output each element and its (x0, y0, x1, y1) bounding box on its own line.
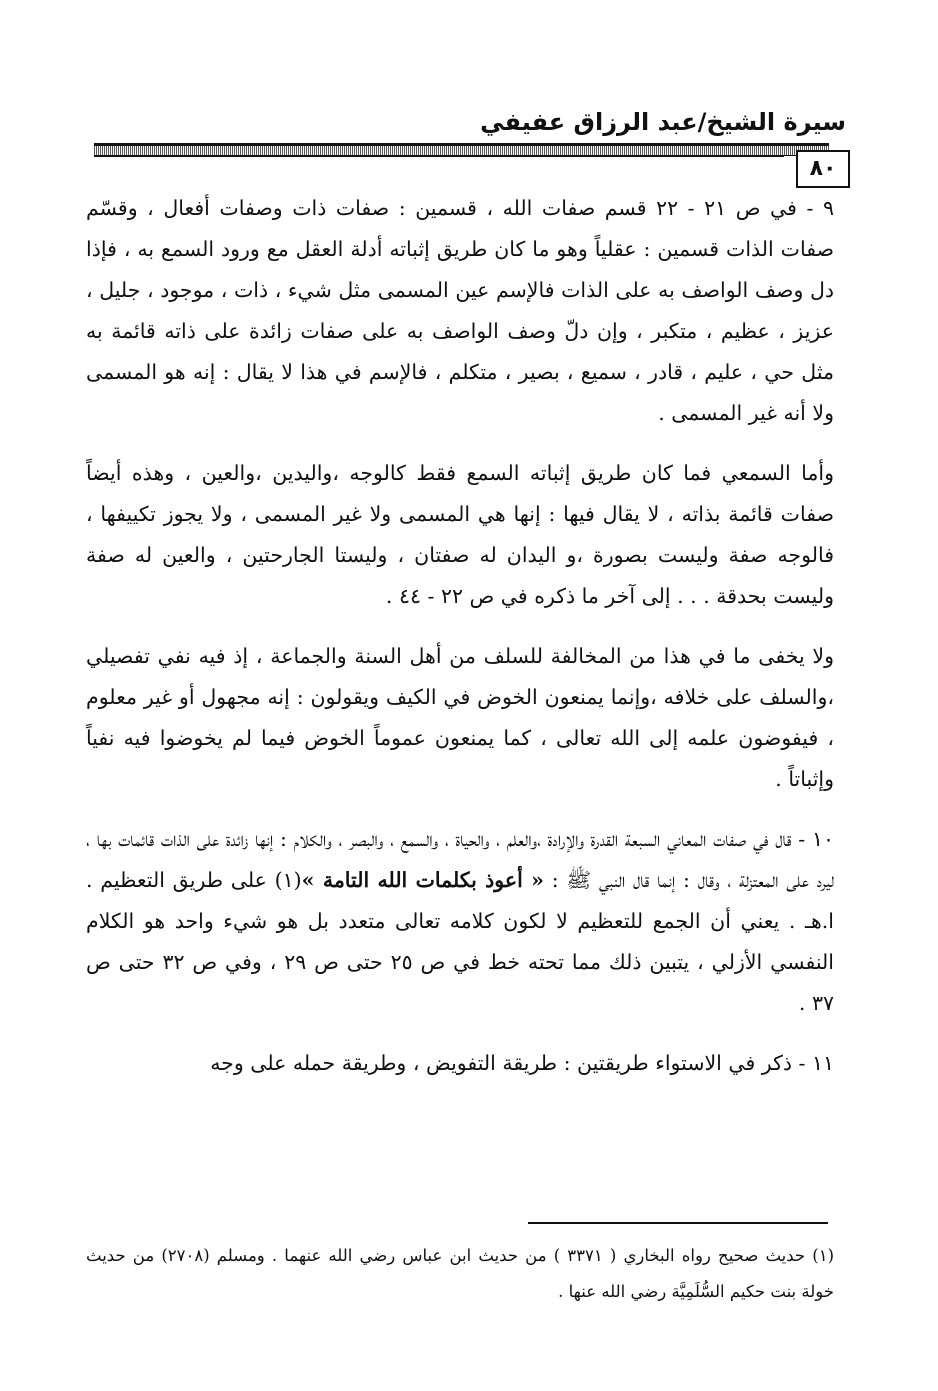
page-number: ٨٠ (796, 150, 850, 188)
page-body (86, 188, 834, 1103)
paragraph-item-9: ٩ - في ص ٢١ - ٢٢ قسم صفات الله ، قسمين : صفات ذات وصفات أفعال ، وقسّم صفات الذات قسمين : عقلياً وهو ما كان طريق إثباته أدلة العقل مع ورود السمع به ، فإذا دل وصف الواصف به على الذات فالإسم عين المسمى مثل شيء ، ذات ، موجود ، جليل ، عزيز ، عظيم ، متكبر ، وإن دلّ وصف الواصف به على صفات زائدة على ذاته قائمة به مثل حي ، عليم ، قادر ، سميع ، بصير ، متكلم ، فالإسم في هذا لا يقال : إنه هو المسمى ولا أنه غير المسمى . (86, 196, 834, 425)
running-header-title: سيرة الشيخ/عبد الرزاق عفيفي (480, 108, 846, 136)
paragraph-item-11: ١١ - ذكر في الاستواء طريقتين : طريقة التفويض ، وطريقة حمله على وجه (210, 1051, 834, 1075)
paragraph-item-10-text-before: ١٠ - قال في صفات المعاني السبعة القدرة والإرادة ،والعلم ، والحياة ، والسمع ، والبصر ، والكلام : إنها زائدة على الذات قائمات بها ، ليرد على المعتزلة ، وقال : إنما قال النبي ﷺ : (86, 827, 835, 892)
footnote-text: (١) حديث صحيح رواه البخاري ( ٣٣٧١ ) من حديث ابن عباس رضي الله عنهما . ومسلم (٢٧٠٨) من حديث خولة بنت حكيم السُّلَمِيَّة رضي الله عنها . (86, 1246, 835, 1301)
hadith-quote: « أعوذ بكلمات الله التامة » (301, 868, 544, 892)
footnote-ref: (١) (274, 868, 302, 892)
footnote-separator (528, 1222, 828, 1224)
paragraph-item-10 (86, 819, 834, 1024)
footnote (86, 1238, 834, 1310)
paragraph-commentary: ولا يخفى ما في هذا من المخالفة للسلف من أهل السنة والجماعة ، إذ فيه نفي تفصيلي ،والسلف على خلافه ،وإنما يمنعون الخوض في الكيف ويقولون : إنه مجهول أو غير معلوم ، فيفوضون علمه إلى الله تعالى ، كما يمنعون عموماً الخوض فيما لم يخوضوا فيه نفياً وإثباتاً . (86, 644, 834, 791)
header-rule-thin (94, 155, 784, 157)
paragraph-samii: وأما السمعي فما كان طريق إثباته السمع فقط كالوجه ،واليدين ،والعين ، وهذه أيضاً صفات قائمة بذاته ، لا يقال فيها : إنها هي المسمى ولا غير المسمى ، ولا يجوز تكييفها ، فالوجه صفة وليست بصورة ،و اليدان له صفتان ، وليستا الجارحتين ، والعين له صفة وليست بحدقة . . . إلى آخر ما ذكره في ص ٢٢ - ٤٤ . (86, 461, 834, 608)
paragraph-item-10-text-after: على طريق التعظيم . ا.هـ . يعني أن الجمع للتعظيم لا لكون كلامه تعالى متعدد بل هو شيء واحد هو الكلام النفسي الأزلي ، يتبين ذلك مما تحته خط في ص ٢٥ حتى ص ٢٩ ، وفي ص ٣٢ حتى ص ٣٧ . (86, 868, 834, 1015)
